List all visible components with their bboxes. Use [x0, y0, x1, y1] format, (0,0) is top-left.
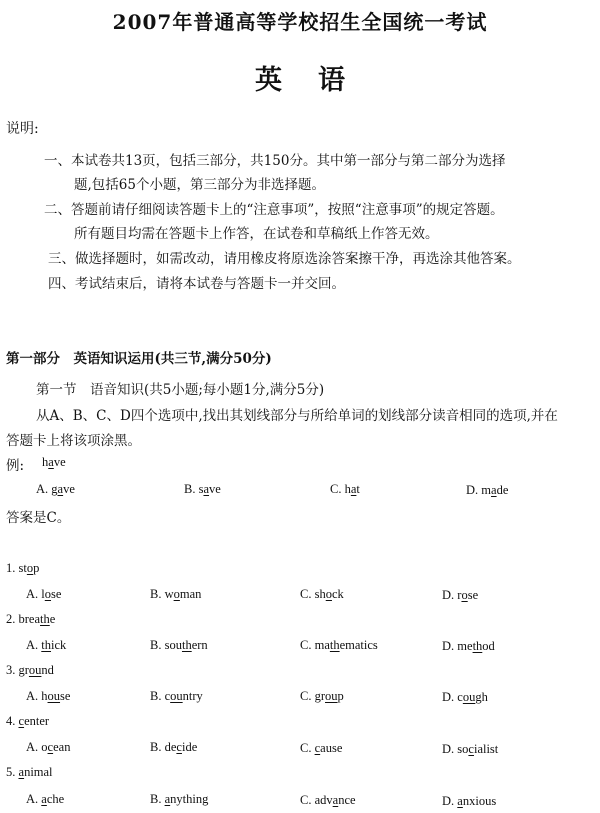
question-3: 3. ground: [6, 663, 54, 677]
q4-option-b: B. decide: [150, 740, 198, 754]
subject-title: 英语: [255, 65, 381, 96]
q4-option-a: A. ocean: [26, 740, 71, 754]
question-1: 1. stop: [6, 561, 40, 575]
example-label: 例:: [6, 458, 25, 474]
q5-option-a: A. ache: [26, 792, 65, 806]
q5-option-b: B. anything: [150, 792, 209, 806]
instruction-3: 三、做选择题时，如需改动，请用橡皮将原选涂答案擦干净，再选涂其他答案。: [48, 251, 521, 267]
q2-option-b: B. southern: [150, 638, 208, 652]
q1-option-d: D. rose: [442, 588, 479, 602]
section1-directions-line-2: 答题卡上将该项涂黑。: [6, 433, 141, 449]
instruction-1-line-2: 题,包括65个小题，第三部分为非选择题。: [74, 177, 325, 193]
section1-directions-line-1: 从A、B、C、D四个选项中,找出其划线部分与所给单词的划线部分读音相同的选项,并在: [36, 408, 558, 424]
q1-option-a: A. lose: [26, 587, 62, 601]
exam-title: 2007年普通高等学校招生全国统一考试: [112, 10, 488, 34]
q2-option-c: C. mathematics: [300, 638, 378, 652]
question-4: 4. center: [6, 714, 50, 728]
instruction-1-line-1: 一、本试卷共13页，包括三部分，共150分。其中第一部分与第二部分为选择: [44, 153, 506, 169]
example-option-c: C. hat: [330, 482, 360, 496]
instruction-2-line-2: 所有题目均需在答题卡上作答，在试卷和草稿纸上作答无效。: [74, 226, 439, 242]
example-word: have: [42, 455, 66, 469]
q3-option-c: C. group: [300, 689, 344, 703]
section1-heading: 第一节 语音知识(共5小题;每小题1分,满分5分): [36, 382, 325, 398]
example-answer: 答案是C。: [6, 510, 71, 526]
q3-option-a: A. house: [26, 689, 71, 703]
q1-option-c: C. shock: [300, 587, 344, 601]
q4-option-c: C. cause: [300, 741, 343, 755]
q5-option-c: C. advance: [300, 793, 356, 807]
q3-option-d: D. cough: [442, 690, 488, 704]
q4-option-d: D. socialist: [442, 742, 499, 756]
part1-heading: 第一部分 英语知识运用(共三节,满分50分): [6, 351, 272, 367]
question-5: 5. animal: [6, 765, 53, 779]
instruction-2-line-1: 二、答题前请仔细阅读答题卡上的“注意事项”，按照“注意事项”的规定答题。: [44, 202, 504, 218]
q3-option-b: B. country: [150, 689, 203, 703]
q5-option-d: D. anxious: [442, 794, 497, 808]
example-option-d: D. made: [466, 483, 509, 497]
q1-option-b: B. woman: [150, 587, 202, 601]
question-2: 2. breathe: [6, 612, 56, 626]
q2-option-d: D. method: [442, 639, 495, 653]
q2-option-a: A. thick: [26, 638, 67, 652]
example-option-b: B. save: [184, 482, 221, 496]
instructions-label: 说明:: [6, 121, 39, 137]
instruction-4: 四、考试结束后，请将本试卷与答题卡一并交回。: [48, 276, 345, 292]
example-option-a: A. gave: [36, 482, 75, 496]
